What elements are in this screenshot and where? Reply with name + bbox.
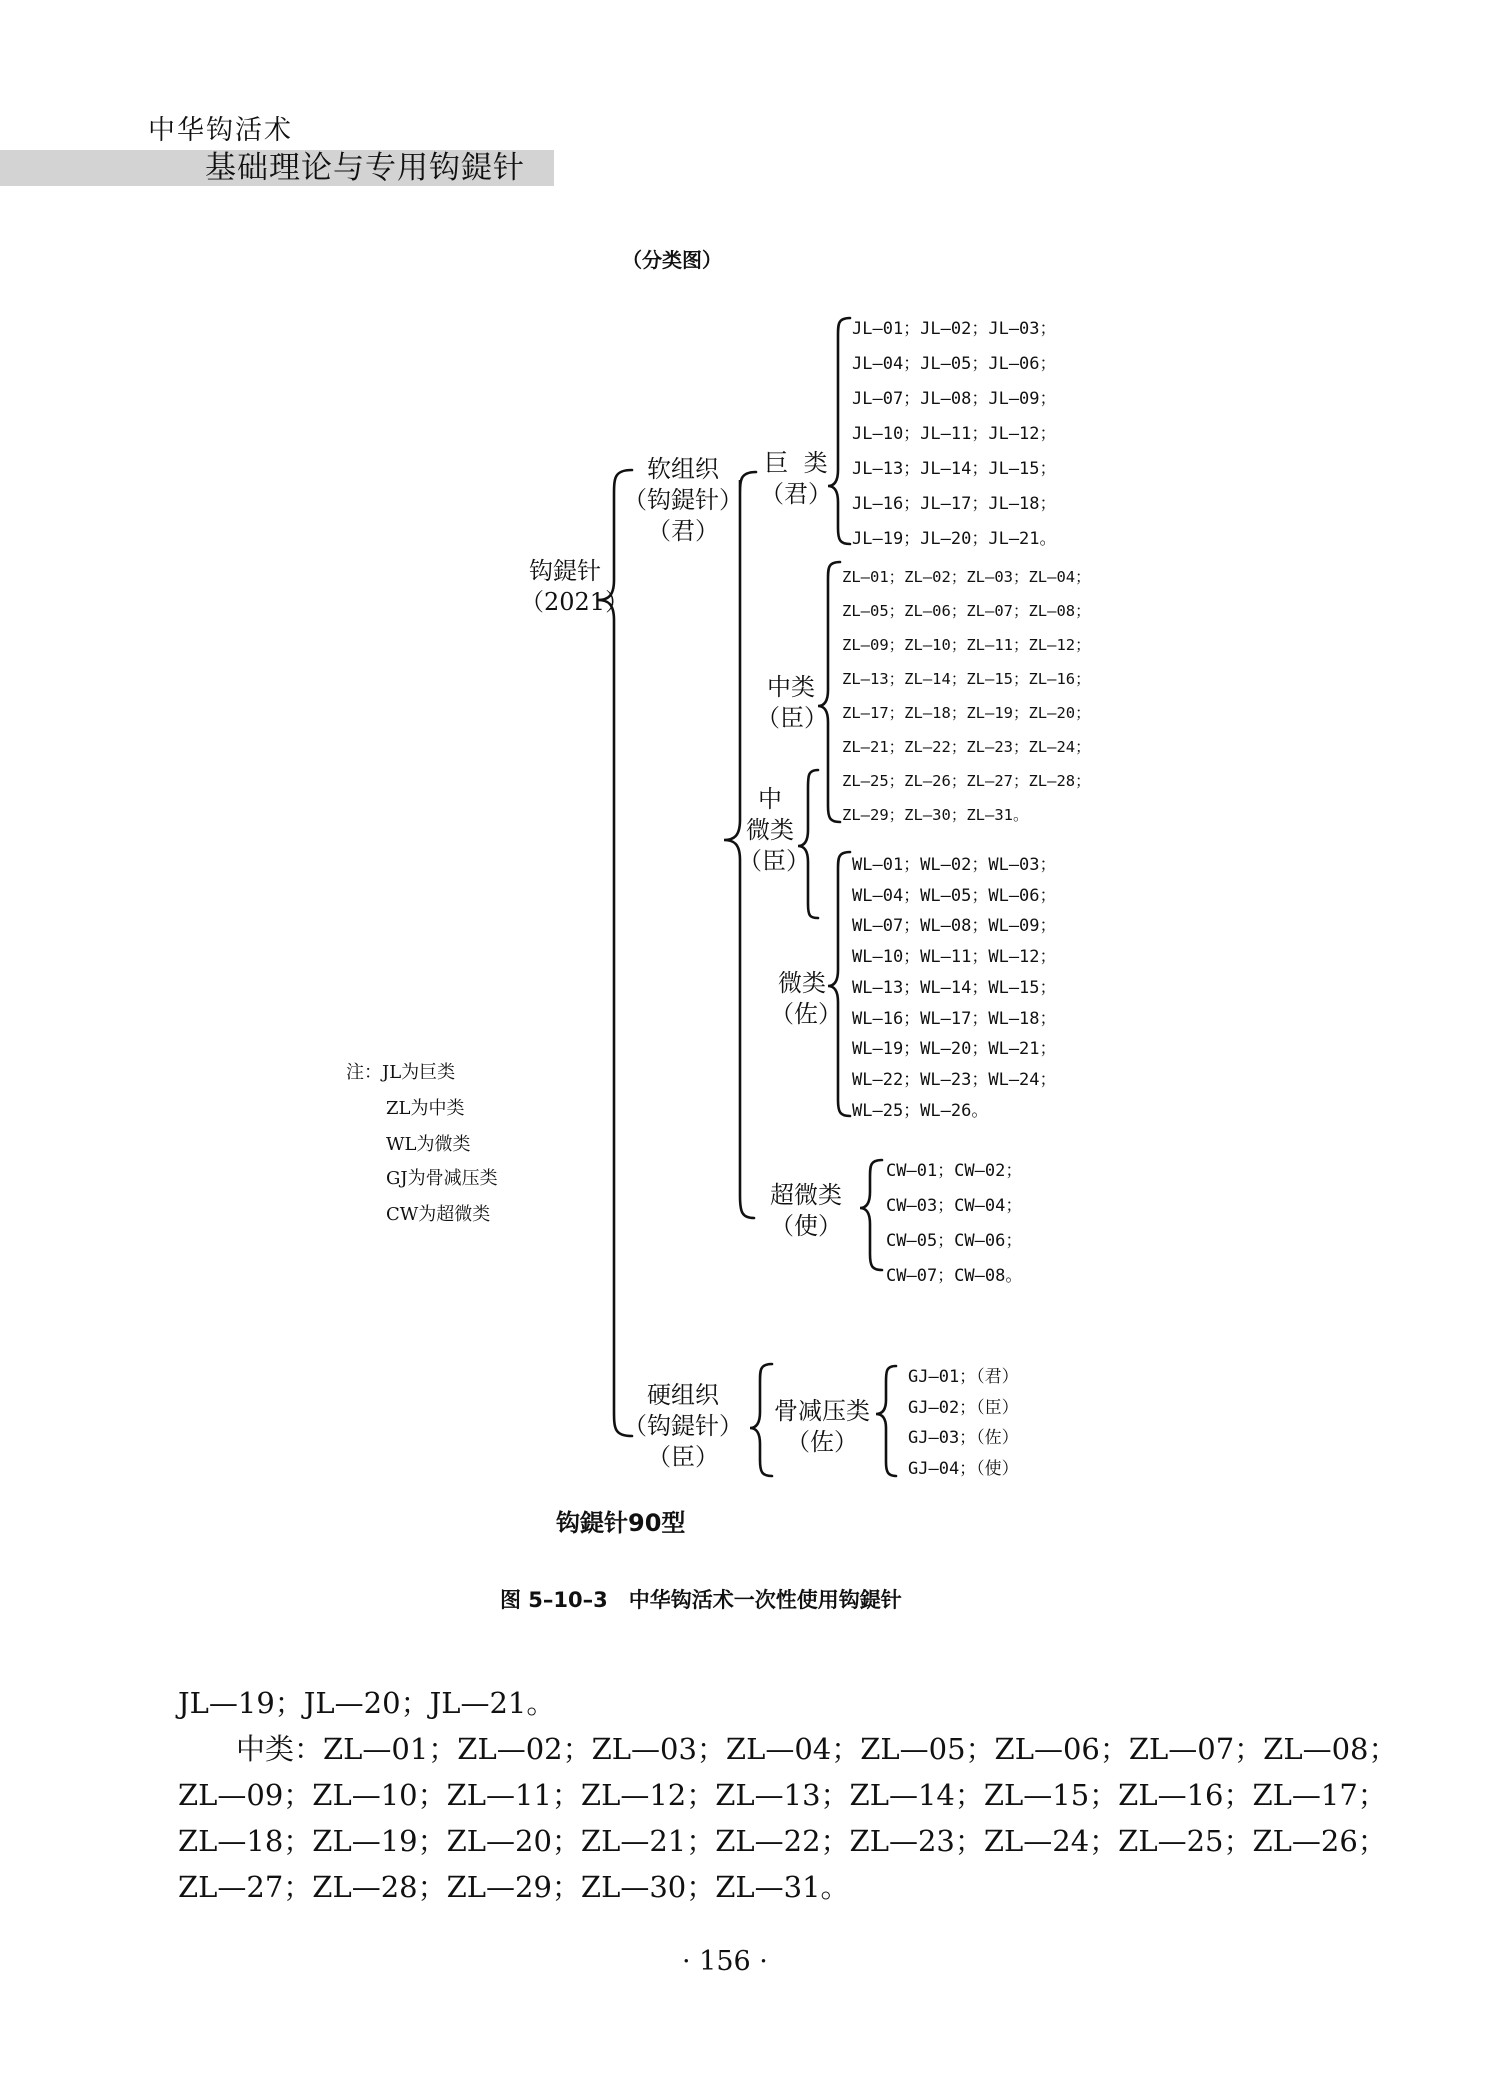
cw-list (886, 1154, 1022, 1294)
brace-jl (828, 318, 850, 544)
list-item: ZL—25；ZL—26；ZL—27；ZL—28； (842, 772, 1091, 790)
gujianya-line2: （佐） (786, 1428, 858, 1456)
list-item: ZL—17；ZL—18；ZL—19；ZL—20； (842, 704, 1091, 722)
zhong-line2: （臣） (756, 704, 828, 732)
wei-line2: （佐） (770, 1000, 842, 1028)
root-node (520, 556, 630, 618)
zl-list (842, 560, 1091, 832)
list-item: JL—04；JL—05；JL—06； (852, 354, 1057, 374)
list-item: ZL—21；ZL—22；ZL—23；ZL—24； (842, 738, 1091, 756)
zhong-class-node (756, 672, 826, 734)
zhongwei-class-node (738, 784, 810, 877)
root-name: 钩鍉针 (529, 557, 601, 585)
wl-list (852, 850, 1057, 1126)
list-item: WL—16；WL—17；WL—18； (852, 1008, 1057, 1029)
list-item: WL—19；WL—20；WL—21； (852, 1039, 1057, 1060)
list-item: JL—19；JL—20；JL—21。 (852, 529, 1057, 549)
list-item: GJ—04；（使） (908, 1458, 1019, 1479)
list-item: CW—01；CW—02； (886, 1161, 1023, 1181)
hard-line3: （臣） (647, 1443, 719, 1471)
list-item: ZL—01；ZL—02；ZL—03；ZL—04； (842, 568, 1091, 586)
list-item: GJ—03；（佐） (908, 1428, 1019, 1448)
list-item: JL—07；JL—08；JL—09； (852, 389, 1057, 409)
note-line: GJ为骨减压类 (386, 1168, 498, 1189)
figure-top-caption: （分类图） (622, 248, 722, 272)
list-item: WL—13；WL—14；WL—15； (852, 977, 1057, 998)
list-item: CW—05；CW—06； (886, 1231, 1023, 1251)
soft-line3: （君） (647, 517, 719, 545)
note-line: CW为超微类 (386, 1204, 491, 1225)
figure-caption: 图 5–10–3 中华钩活术一次性使用钩鍉针 (500, 1588, 902, 1612)
body-line: 中类：ZL—01；ZL—02；ZL—03；ZL—04；ZL—05；ZL—06；ZL—07；ZL—08； (178, 1732, 1398, 1766)
wei-line1: 微类 (778, 969, 826, 997)
list-item: ZL—09；ZL—10；ZL—11；ZL—12； (842, 636, 1091, 654)
page-number: · 156 · (682, 1946, 768, 1977)
chaowei-line2: （使） (770, 1212, 842, 1240)
zhong-line1: 中类 (767, 673, 815, 701)
jl-list (852, 312, 1057, 557)
list-item: WL—10；WL—11；WL—12； (852, 947, 1057, 968)
chaowei-class-node (756, 1180, 856, 1242)
gujianya-class-node (764, 1396, 880, 1458)
body-line: JL—19；JL—20；JL—21。 (178, 1686, 556, 1720)
soft-line2: （钩鍉针） (623, 486, 743, 514)
list-item: JL—13；JL—14；JL—15； (852, 459, 1057, 479)
note-line: ZL为中类 (386, 1098, 465, 1119)
hard-tissue-node (618, 1380, 748, 1473)
list-item: WL—22；WL—23；WL—24； (852, 1069, 1057, 1090)
list-item: WL—25；WL—26。 (852, 1100, 989, 1121)
list-item: CW—03；CW—04； (886, 1196, 1023, 1216)
gj-list (908, 1362, 1019, 1484)
list-item: GJ—01；（君） (908, 1367, 1019, 1387)
ju-line2: （君） (760, 480, 832, 508)
zhongwei-line2: 微类 (746, 816, 794, 844)
list-item: GJ—02；（臣） (908, 1397, 1019, 1418)
zhongwei-line1: 中 (758, 785, 782, 813)
hard-line2: （钩鍉针） (623, 1412, 743, 1440)
list-item: CW—07；CW—08。 (886, 1266, 1023, 1286)
series-title: 中华钩活术 (148, 115, 293, 146)
hard-line1: 硬组织 (647, 1381, 719, 1409)
root-year: （2021） (520, 588, 630, 616)
list-item: WL—04；WL—05；WL—06； (852, 885, 1057, 906)
list-item: WL—01；WL—02；WL—03； (852, 855, 1057, 875)
list-item: JL—01；JL—02；JL—03； (852, 319, 1057, 339)
zhongwei-line3: （臣） (738, 847, 810, 875)
wei-class-node (770, 968, 842, 1030)
body-line: ZL—09；ZL—10；ZL—11；ZL—12；ZL—13；ZL—14；ZL—15；ZL—16；ZL—17； (178, 1778, 1387, 1812)
list-item: ZL—29；ZL—30；ZL—31。 (842, 806, 1029, 824)
ju-line1: 巨 类 (764, 449, 828, 477)
list-item: WL—07；WL—08；WL—09； (852, 916, 1057, 937)
ju-class-node (760, 448, 832, 510)
soft-line1: 软组织 (647, 455, 719, 483)
note-line: WL为微类 (386, 1134, 471, 1155)
chaowei-line1: 超微类 (770, 1181, 842, 1209)
gujianya-line1: 骨减压类 (774, 1397, 870, 1425)
list-item: JL—10；JL—11；JL—12； (852, 424, 1057, 444)
list-item: ZL—05；ZL—06；ZL—07；ZL—08； (842, 602, 1091, 620)
book-title: 基础理论与专用钩鍉针 (205, 150, 525, 186)
list-item: ZL—13；ZL—14；ZL—15；ZL—16； (842, 670, 1091, 688)
body-line: ZL—18；ZL—19；ZL—20；ZL—21；ZL—22；ZL—23；ZL—24；ZL—25；ZL—26； (178, 1824, 1387, 1858)
brace-cw (860, 1160, 882, 1270)
note-line: 注：JL为巨类 (346, 1062, 456, 1083)
body-line: ZL—27；ZL—28；ZL—29；ZL—30；ZL—31。 (178, 1870, 850, 1904)
soft-tissue-node (618, 454, 748, 547)
list-item: JL—16；JL—17；JL—18； (852, 494, 1057, 514)
figure-total: 钩鍉针90型 (556, 1509, 686, 1537)
